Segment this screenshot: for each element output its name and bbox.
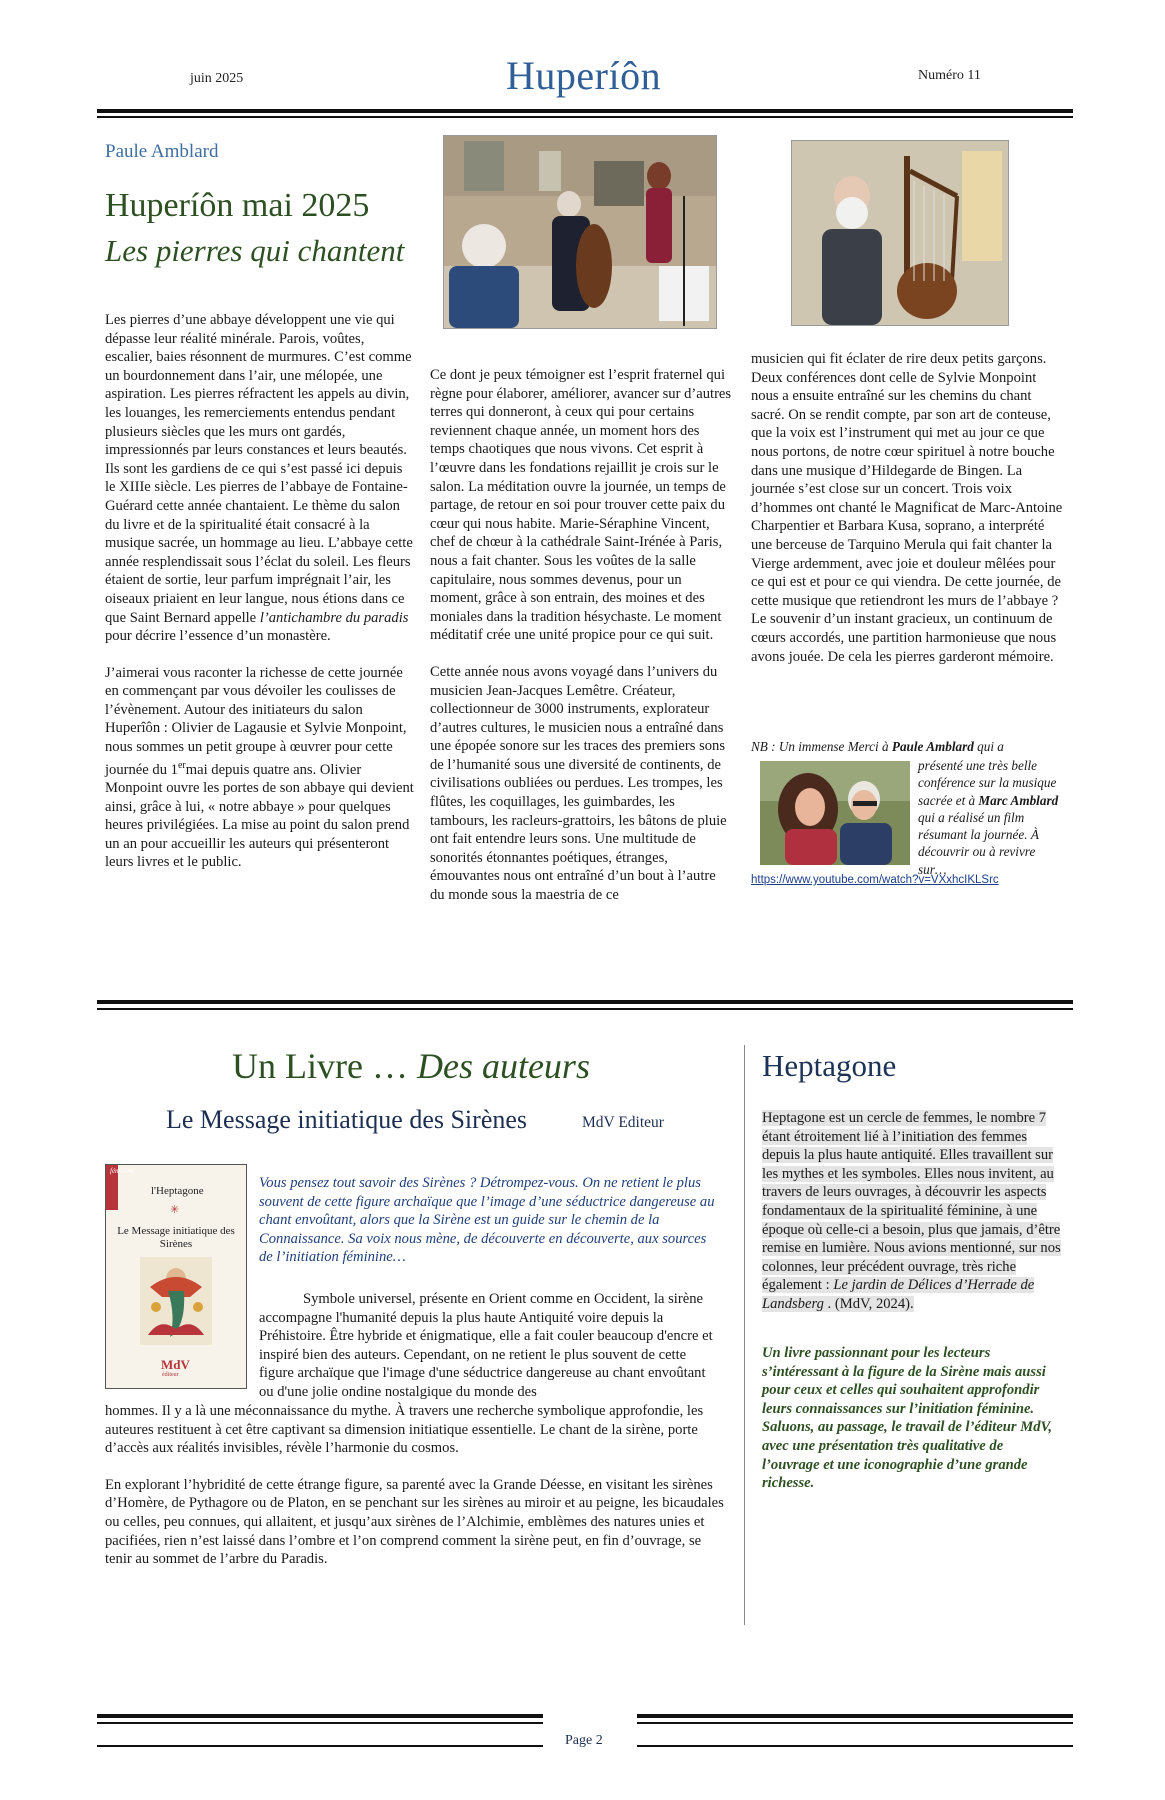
issue-date: juin 2025	[190, 71, 244, 86]
article-col2-paragraph-1: Ce dont je peux témoigner est l’esprit fraternel qui règne pour élaborer, améliorer, avancer sur d’autres terres qui donneront, à ceux qui pour certains reviennent chaque année, un moment hors des temps chaotiques que nous vivons. Cet esprit à l’œuvre dans les fondations rejaillit je crois sur le salon. La méditation ouvre la journée, un temps de partage, de retour en soi pour trouver cette paix du cœur qui nous habite. Marie-Séraphine Vincent, chef de chœur à la cathédrale Saint-Irénée à Paris, nous a fait chanter. Sous les voûtes de la salle capitulaire, nous sommes devenus, pour un moment, grâce à son entrain, des moines et des moniales dans la tradition hésychaste. Le moment méditatif crée une unité propice pour ce qui suit.	[430, 367, 732, 644]
issue-number: Numéro 11	[918, 68, 981, 83]
book-title: Le Message initiatique des Sirènes	[166, 1105, 528, 1134]
couple-photo-image	[760, 761, 910, 865]
masthead-title: Huperíôn	[506, 53, 662, 98]
cover-star-icon: ✳	[170, 1204, 180, 1216]
book-editor: MdV Editeur	[582, 1114, 664, 1131]
cover-publisher-sub: éditeur	[162, 1372, 179, 1378]
book-body	[105, 1402, 725, 1587]
nb-credits: présenté une très belle conférence sur la musique sacrée et à Marc Amblard qui a réalisé un film résumant la journée. À découvrir ou à revivre sur…	[918, 758, 1059, 877]
book-paragraph-1-wrap: Symbole universel, présente en Orient comme en Occident, la sirène accompagne l'humanité depuis la plus haute Antiquité voire depuis la Préhistoire. Être hybride et énigmatique, elle a fait couler beaucoup d'encre et inspiré bien des auteurs. Cependant, on ne retient le plus souvent de cette figure archaïque que l'image d'une séductrice dangereuse au chant envoûtant ou d'une jolie ondine nostalgique du monde des	[259, 1291, 713, 1400]
harp-photo-image	[792, 141, 1008, 325]
article-author: Paule Amblard	[105, 141, 219, 162]
footer-rule-left-thin	[97, 1722, 543, 1724]
cover-publisher: MdV	[161, 1357, 190, 1372]
heptagone-description: Heptagone est un cercle de femmes, le nombre 7 étant étroitement lié à l’initiation des femmes depuis la plus haute antiquité. Elles travaillent sur les mythes et les symboles. Elles nous invitent, au travers de leurs ouvrages, à découvrir les aspects fondamentaux de la spiritualité féminine, à une époque où celle-ci a besoin, plus que jamais, d’être remise en lumière. Nous avions mentionné, sur nos colonnes, leur précédent ouvrage, très riche également : Le jardin de Délices d’Herrade de Landsberg . (MdV, 2024).	[762, 1110, 1061, 1312]
book-cover	[105, 1164, 247, 1389]
nb-thanks-line: NB : Un immense Merci à Paule Amblard qui a	[751, 739, 1004, 754]
article-col1-paragraph-1: Les pierres d’une abbaye développent une vie qui dépasse leur réalité minérale. Parois, voûtes, escalier, baies résonnent de murmures. C’est comme un bourdonnement dans l’air, une mélopée, une aspiration. Les pierres réfractent les appels au divin, les louanges, les remerciements entendus pendant plusieurs siècles que les murs ont gardés, impressionnés par leurs constances et leurs beautés. Ils sont les gardiens de ce qui s’est passé ici depuis le XIIIe siècle. Les pierres de l’abbaye de Fontaine-Guérard cette année chantaient. Le thème du salon du livre et de la spiritualité était consacré à la musique sacrée, un hommage au lieu. L’abbaye cette année resplendissait sous l’éclat du soleil. Les fleurs étaient de sortie, leur parfum imprégnait l’air, les oiseaux priaient en leur langue, nous étions dans ce que Saint Bernard appelle l’antichambre du paradis pour décrire l’essence d’un monastère.	[105, 312, 413, 645]
footer-rule-right-thin	[637, 1722, 1073, 1724]
article-column-2	[430, 366, 733, 923]
article-col1-paragraph-2: J’aimerai vous raconter la richesse de cette journée en commençant par vous dévoiler les coulisses de l’évènement. Autour des initiateurs du salon Huperîôn : Olivier de Lagausie et Sylvie Monpoint, nous sommes un petit groupe à œuvrer pour cette journée du 1ermai depuis quatre ans. Olivier Monpoint ouvre les portes de son abbaye qui devient ainsi, grâce à lui, « notre abbaye » pour quelques heures privilégiées. La mise au point du salon prend un an pour accueillir les auteurs qui présenteront leurs livres et le public.	[105, 664, 414, 871]
book-paragraph-1-cont: hommes. Il y a là une méconnaissance du mythe. À travers une recherche symbolique approfondie, les auteures restituent à cet être captivant sa dimension initiatique essentielle. Le chant de la sirène, porte d’accès aux réalités invisibles, révèle l’harmonie du cosmos.	[105, 1403, 704, 1457]
photo-musicians	[443, 135, 717, 329]
article-col2-paragraph-2: Cette année nous avons voyagé dans l’univers du musicien Jean-Jacques Lemêtre. Créateur, collectionneur de 3000 instruments, explorateur d’autres cultures, le musicien nous a entraîné dans une épopée sonore sur les traces des premiers sons de l’humanité sous une diversité de continents, de civilisations oubliées ou perdues. Les trompes, les flûtes, les coquillages, les guimbardes, les tambours, les racleurs-grattoirs, les bâtons de pluie ont fait entendre leurs sons. Une multitude de sonorités étonnantes poétiques, étranges, émouvantes nous ont entraîné d’un bout à l’autre du monde sous la maestria de ce	[430, 663, 727, 904]
article-subtitle: Les pierres qui chantent	[105, 233, 405, 268]
footer-rule-right-bottom	[637, 1745, 1073, 1747]
book-intro: Vous pensez tout savoir des Sirènes ? Détrompez-vous. On ne retient le plus souvent de cette figure archaïque que l’image d’une séductrice dangereuse au chant envoûtant, alors que la Sirène est un guide sur le chemin de la Connaissance. Sa voix nous mène, de découverte en découverte, aux sources de l’initiation féminine…	[259, 1175, 715, 1266]
photo-harp-player	[791, 140, 1009, 326]
cover-title: Le Message initiatique des Sirènes	[117, 1225, 235, 1250]
article-column-1	[105, 311, 415, 890]
cover-siren-illustration	[140, 1257, 212, 1345]
footer-rule-left-thick	[97, 1714, 543, 1718]
footer-rule-right-thick	[637, 1714, 1073, 1718]
mid-rule-thin	[97, 1008, 1073, 1010]
heptagone-review: Un livre passionnant pour les lecteurs s’intéressant à la figure de la Sirène mais aussi pour ceux et celles qui souhaitent approfondir leurs connaissances sur l’initiation féminine. Saluons, au passage, le travail de l’éditeur MdV, avec une présentation très qualitative de l’ouvrage et une iconographie d’une grande richesse.	[762, 1345, 1053, 1492]
cover-series: féminine	[110, 1167, 135, 1175]
section-divider	[744, 1045, 745, 1625]
youtube-link[interactable]: https://www.youtube.com/watch?v=VXxhcIKLSrc	[751, 874, 999, 886]
musicians-photo-image	[444, 136, 716, 328]
cover-author: l'Heptagone	[151, 1185, 204, 1197]
article-col3-paragraph-1: musicien qui fit éclater de rire deux petits garçons. Deux conférences dont celle de Sylvie Monpoint nous a ensuite entraîné sur les chemins du chant sacré. On se rendit compte, par son art de conteuse, que la voix est l’instrument qui met au jour ce que nous portons, de notre cœur spirituel à notre bouche dans une musique d’Hildegarde de Bingen. La journée s’est close sur un concert. Trois voix d’hommes ont chanté le Magnificat de Marc-Antoine Charpentier et Barbara Kusa, soprano, a interprété une berceuse de Tarquino Merula qui fait chanter la Vierge ardemment, avec joie et douleur mêlées pour ce qui est et pour ce qui viendra. De cette journée, de cette musique que retiendront les murs de l’abbaye ? Le souvenir d’un instant gracieux, un continuum de cœurs accordés, une partition harmonieuse que nous avons jouée. De cela les pierres garderont mémoire.	[751, 351, 1063, 665]
heptagone-title: Heptagone	[762, 1048, 897, 1083]
header-rule-thin	[97, 116, 1073, 118]
article-title: Huperíôn mai 2025	[105, 187, 370, 224]
mid-rule-thick	[97, 1000, 1073, 1004]
header-rule-thick	[97, 109, 1073, 113]
footer-rule-left-bottom	[97, 1745, 543, 1747]
article-column-3	[751, 350, 1063, 684]
book-section-title: Un Livre … Des auteurs	[232, 1046, 590, 1086]
page-number: Page 2	[565, 1733, 603, 1748]
photo-amblard-couple	[760, 761, 910, 865]
book-paragraph-2: En explorant l’hybridité de cette étrange figure, sa parenté avec la Grande Déesse, en visitant les sirènes d’Homère, de Pythagore ou de Platon, en se penchant sur les sirènes au miroir et au peigne, les bicaudales ou celles, peu connues, qui allaitent, et jusqu’aux sirènes de l’Alchimie, emblèmes des natures unies et pacifiées, rien n’est laissé dans l’ombre et l’on comprend comment la sirène peut, en fin d’ouvrage, se tenir au sommet de l’arbre du Paradis.	[105, 1476, 724, 1568]
